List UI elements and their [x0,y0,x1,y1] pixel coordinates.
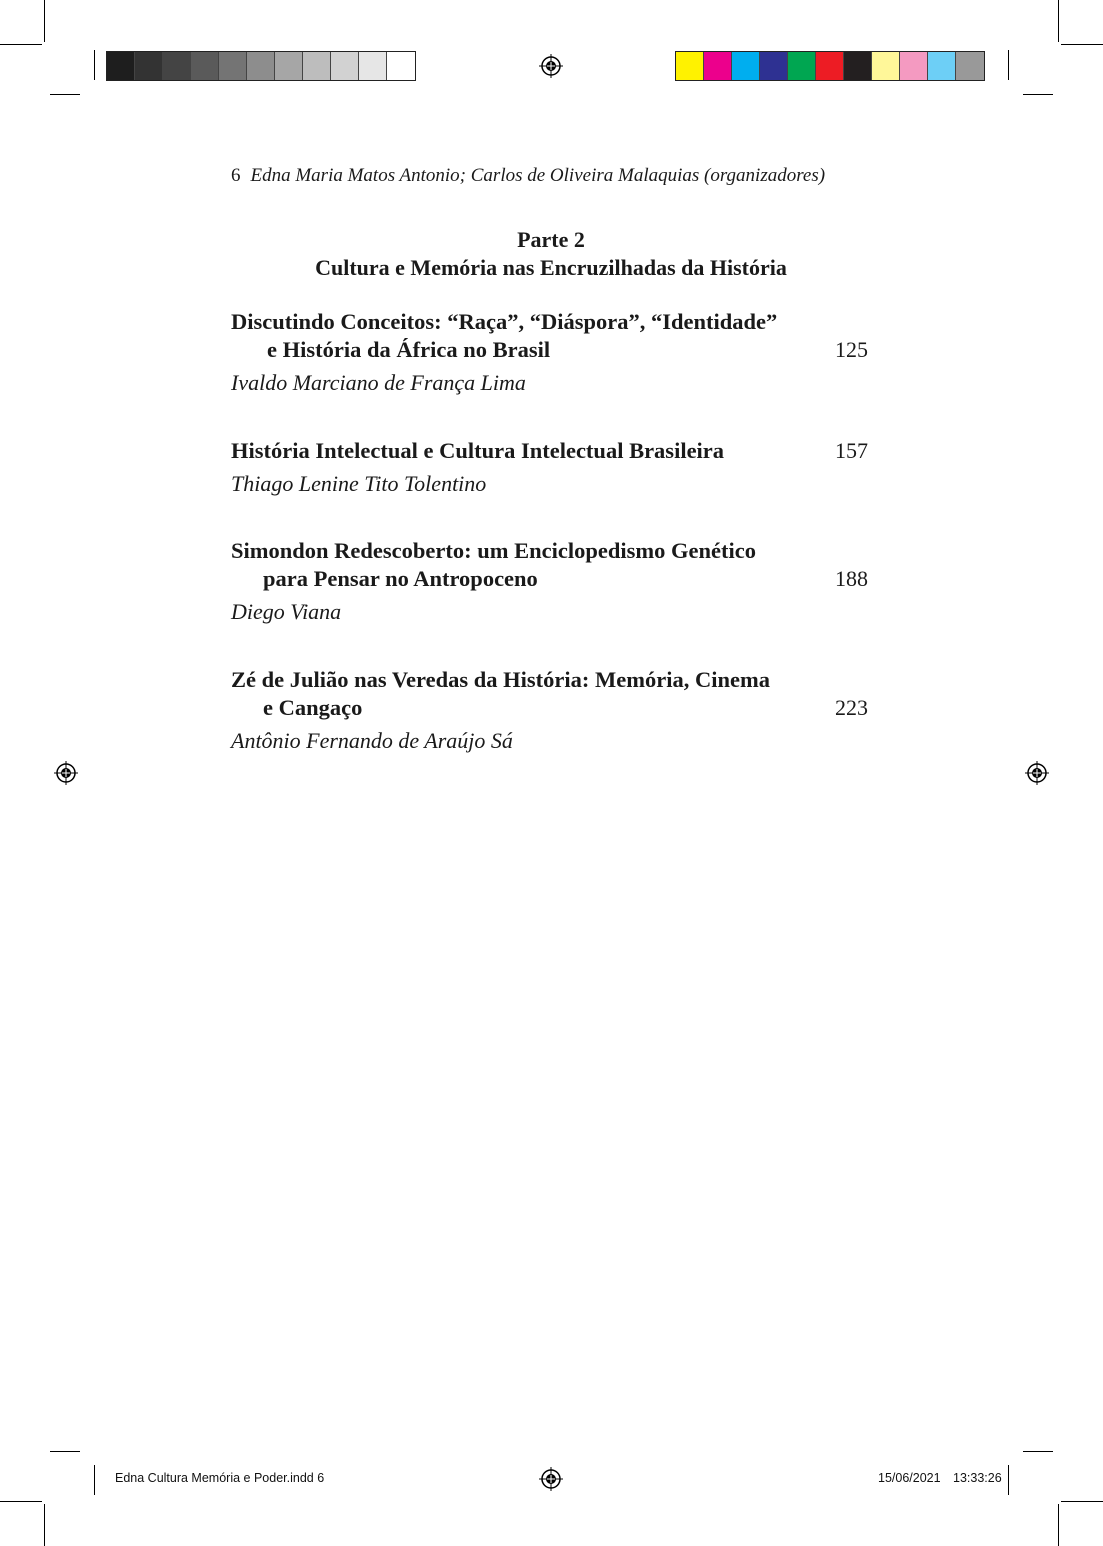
color-swatch [247,52,275,80]
entry-title [231,437,871,465]
color-swatch [816,52,844,80]
entry-title [231,666,871,722]
slug-date: 15/06/2021 [878,1471,941,1485]
entry-page-number: 188 [835,566,868,591]
crop-mark [94,1465,95,1495]
toc-entry[interactable] [231,537,871,626]
toc-entry[interactable] [231,437,871,498]
slug-time: 13:33:26 [953,1471,1002,1485]
registration-mark-icon [539,1467,563,1491]
entry-title-line: Simondon Redescoberto: um Enciclopedismo Genético [231,538,756,563]
crop-mark [1058,1504,1059,1546]
crop-mark [50,94,80,95]
color-swatch [107,52,135,80]
crop-mark [1058,0,1059,42]
crop-mark [1023,1451,1053,1452]
color-swatch [387,52,415,80]
slug-filename: Edna Cultura Memória e Poder.indd 6 [115,1471,325,1485]
color-swatch [275,52,303,80]
entry-title-line: e Cangaço [263,695,363,720]
color-swatch [219,52,247,80]
color-swatch [676,52,704,80]
entry-title-line: Discutindo Conceitos: “Raça”, “Diáspora”, “Identidade” [231,309,778,334]
entry-title-line: e História da África no Brasil [267,337,551,362]
color-swatch [844,52,872,80]
registration-mark-icon [1025,761,1049,785]
color-swatch [760,52,788,80]
part-heading [231,226,871,282]
crop-mark [1008,50,1009,80]
running-head [231,165,825,187]
entry-title-line: para Pensar no Antropoceno [263,566,538,591]
color-swatch [303,52,331,80]
registration-mark-icon [54,761,78,785]
process-color-bar [675,51,985,81]
crop-mark [44,0,45,42]
crop-mark [1008,1465,1009,1495]
color-swatch [900,52,928,80]
crop-mark [0,44,42,45]
entry-title-line: Zé de Julião nas Veredas da História: Memória, Cinema [231,667,770,692]
crop-mark [1061,44,1103,45]
color-swatch [956,52,984,80]
toc-entry[interactable] [231,666,871,755]
color-swatch [135,52,163,80]
crop-mark [50,1451,80,1452]
entry-page-number: 125 [835,337,868,362]
color-swatch [331,52,359,80]
color-swatch [191,52,219,80]
color-swatch [872,52,900,80]
grayscale-color-bar [106,51,416,81]
crop-mark [1023,94,1053,95]
entry-title [231,537,871,593]
entry-author: Antônio Fernando de Araújo Sá [231,728,513,753]
page-number: 6 [231,165,241,186]
registration-mark-icon [539,54,563,78]
entry-title-line: História Intelectual e Cultura Intelectual Brasileira [231,438,725,463]
crop-mark [94,50,95,80]
entry-page-number: 157 [835,438,868,463]
crop-mark [0,1501,42,1502]
color-swatch [928,52,956,80]
part-label: Parte 2 [517,227,585,252]
entry-author: Ivaldo Marciano de França Lima [231,370,526,395]
color-swatch [732,52,760,80]
entry-author: Thiago Lenine Tito Tolentino [231,471,487,496]
running-head-text: Edna Maria Matos Antonio; Carlos de Oliveira Malaquias (organizadores) [250,165,826,186]
crop-mark [44,1504,45,1546]
entry-author: Diego Viana [231,599,342,624]
color-swatch [788,52,816,80]
color-swatch [704,52,732,80]
toc-entry[interactable] [231,308,871,397]
part-title: Cultura e Memória nas Encruzilhadas da História [315,255,787,280]
crop-mark [1061,1501,1103,1502]
entry-page-number: 223 [835,695,868,720]
color-swatch [163,52,191,80]
color-swatch [359,52,387,80]
entry-title [231,308,871,364]
